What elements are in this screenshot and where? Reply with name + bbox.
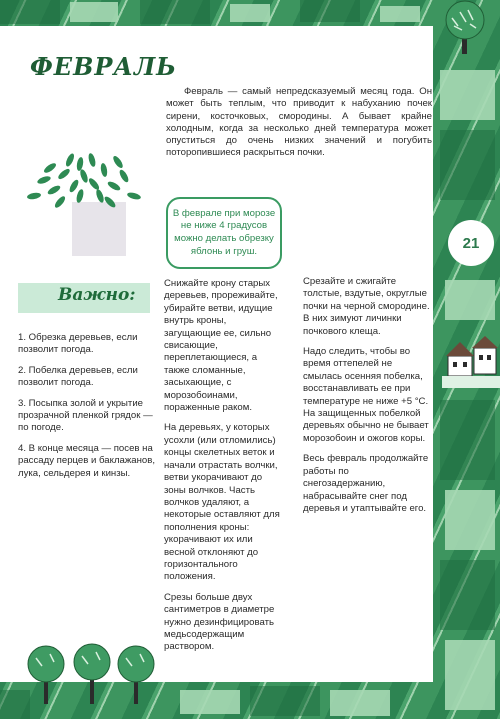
paragraph: Срезайте и сжигайте толстые, вздутые, округлые почки на черной смородине. В них зимуют личинки почкового клеща.: [303, 276, 430, 337]
important-heading: Важно:: [58, 285, 136, 305]
list-item: 2. Побелка деревьев, если позволит погода.: [18, 364, 138, 389]
paragraph: Снижайте крону старых деревьев, прореживайте, убирайте ветви, идущие внутрь кроны, загущающие ее, сильно свисающие, переплетающиеся, а также сломанные, засыхающие, с морозобоинами, пораженные раком.: [164, 278, 278, 414]
middle-column: [164, 278, 282, 662]
paragraph: Срезы больше двух сантиметров в диаметре нужно дезинфицировать медьсодержащим раствором.: [164, 591, 275, 653]
paragraph: Надо следить, чтобы во время оттепелей не смылась осенняя побелка, восстанавливать ее при температуре не ниже +5 °С. На защищенных побелкой деревьях обычно не бывает морозобоин и ожогов коры.: [303, 346, 429, 444]
page-number: 21: [448, 220, 494, 266]
tip-callout: В феврале при морозе не ниже 4 градусов можно делать обрезку яблонь и груш.: [166, 197, 282, 269]
tree-row-illustration: [24, 640, 164, 710]
list-item: 3. Посыпка золой и укрытие прозрачной пленкой грядок — по погоде.: [18, 397, 153, 434]
houses-icon: [442, 328, 500, 388]
paragraph: На деревьях, у которых усохли (или отломились) концы скелетных веток и начали отрастать волчки, ветви укорачивают до зоны волчков. Часть волчков удаляют, а некоторые оставляют для пополнения кроны: укорачивают их или весной отклоняют до горизонтального положения.: [164, 422, 280, 583]
list-item: 4. В конце месяца — посев на рассаду перцев и баклажанов, лука, сельдерея и кинзы.: [18, 442, 156, 479]
intro-paragraph: Февраль — самый непредсказуемый месяц года. Он может быть теплым, что приводит к набуханию почек сирени, косточковых, смородины. А бывает крайне холодным, когда за несколько дней температура может опуститься до очень низких значений и погубить поторопившиеся раскрыться почки.: [166, 86, 432, 159]
right-column: [303, 276, 431, 523]
page-title: ФЕВРАЛЬ: [30, 52, 177, 81]
tree-icon: [440, 0, 490, 56]
bush-illustration: [14, 146, 154, 266]
paragraph: Весь февраль продолжайте работы по снегозадержанию, набрасывайте снег под деревья и утаптывайте его.: [303, 453, 429, 514]
important-list: [18, 332, 156, 488]
list-item: 1. Обрезка деревьев, если позволит погода.: [18, 332, 138, 356]
